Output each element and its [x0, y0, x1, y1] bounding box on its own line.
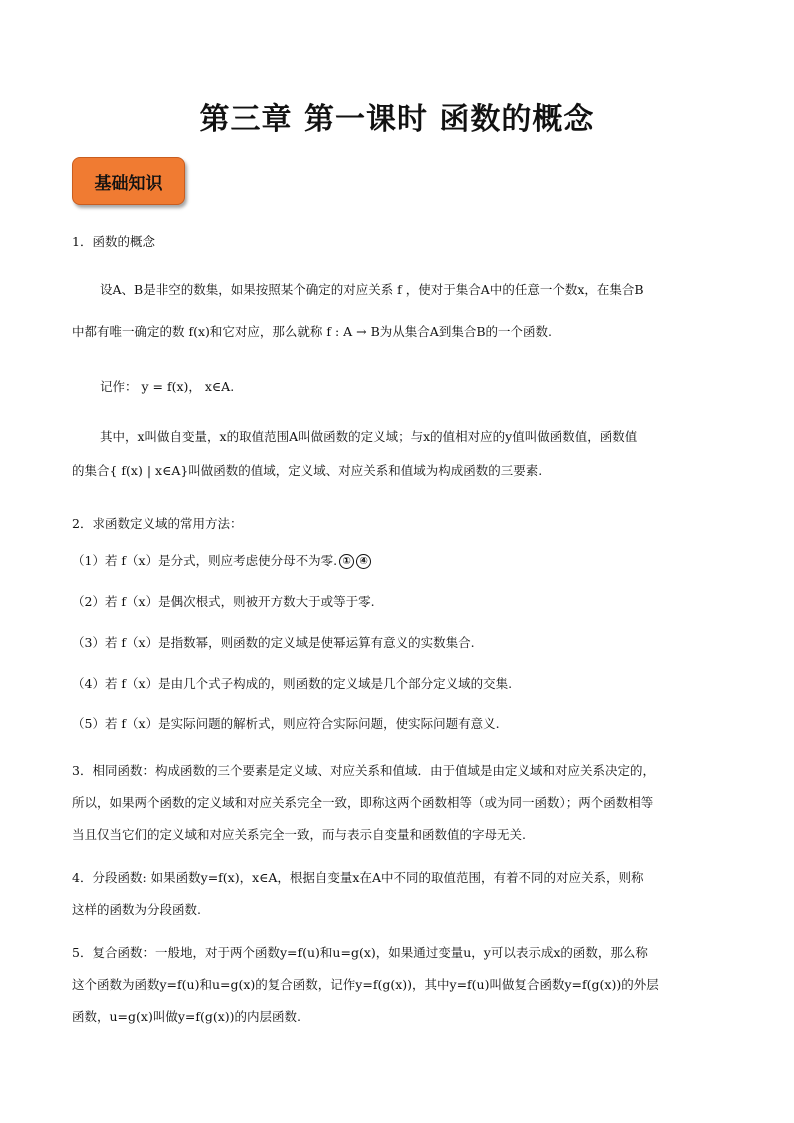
- section-2-item-2: （2）若 f（x）是偶次根式，则被开方数大于或等于零.: [72, 594, 375, 609]
- section-3-line-c: 当且仅当它们的定义域和对应关系完全一致，而与表示自变量和函数值的字母无关.: [72, 827, 526, 842]
- section-1-paragraph-1b: 中都有唯一确定的数 f(x)和它对应，那么就称 f : A → B为从集合A到集合B的一个函数.: [72, 324, 552, 339]
- section-1-heading: 1．函数的概念: [72, 234, 155, 249]
- section-5-line-c: 函数，u=g(x)叫做y=f(g(x))的内层函数.: [72, 1009, 302, 1024]
- circled-number-4: ④: [356, 554, 371, 569]
- section-5-line-a: 5．复合函数：一般地，对于两个函数y=f(u)和u=g(x)，如果通过变量u，y可以表示成x的函数，那么称: [72, 945, 648, 960]
- section-1-notation: 记作： y = f(x)， x∈A.: [100, 379, 235, 394]
- section-1-paragraph-1a: 设A、B是非空的数集，如果按照某个确定的对应关系 f ，使对于集合A中的任意一个数x，在集合B: [100, 282, 644, 297]
- section-2-item-5: （5）若 f（x）是实际问题的解析式，则应符合实际问题，使实际问题有意义.: [72, 716, 500, 731]
- section-2-heading: 2．求函数定义域的常用方法：: [72, 516, 243, 531]
- section-4-line-b: 这样的函数为分段函数.: [72, 902, 201, 917]
- section-1-paragraph-3a: 其中，x叫做自变量，x的取值范围A叫做函数的定义域；与x的值相对应的y值叫做函数值，函数值: [100, 429, 638, 444]
- section-4-line-a: 4．分段函数: 如果函数y=f(x)，x∈A，根据自变量x在A中不同的取值范围，有着不同的对应关系，则称: [72, 870, 644, 885]
- section-3-line-a: 3．相同函数：构成函数的三个要素是定义域、对应关系和值域．由于值域是由定义域和对应关系决定的，: [72, 763, 655, 778]
- item-1-text: （1）若 f（x）是分式，则应考虑使分母不为零.: [72, 553, 338, 568]
- section-2-item-4: （4）若 f（x）是由几个式子构成的，则函数的定义域是几个部分定义域的交集.: [72, 676, 513, 691]
- section-3-line-b: 所以，如果两个函数的定义域和对应关系完全一致，即称这两个函数相等（或为同一函数）；两个函数相等: [72, 795, 654, 810]
- page-title: 第三章 第一课时 函数的概念: [199, 102, 595, 137]
- circled-number-1: ①: [339, 554, 354, 569]
- section-badge: 基础知识: [72, 157, 185, 205]
- section-5-line-b: 这个函数为函数y=f(u)和u=g(x)的复合函数，记作y=f(g(x))，其中y=f(u)叫做复合函数y=f(g(x))的外层: [72, 977, 659, 992]
- section-2-item-1: [72, 552, 732, 570]
- section-2-item-3: （3）若 f（x）是指数幂，则函数的定义域是使幂运算有意义的实数集合.: [72, 635, 475, 650]
- section-1-paragraph-3b: 的集合{ f(x) | x∈A}叫做函数的值域，定义域、对应关系和值域为构成函数的三要素.: [72, 463, 543, 478]
